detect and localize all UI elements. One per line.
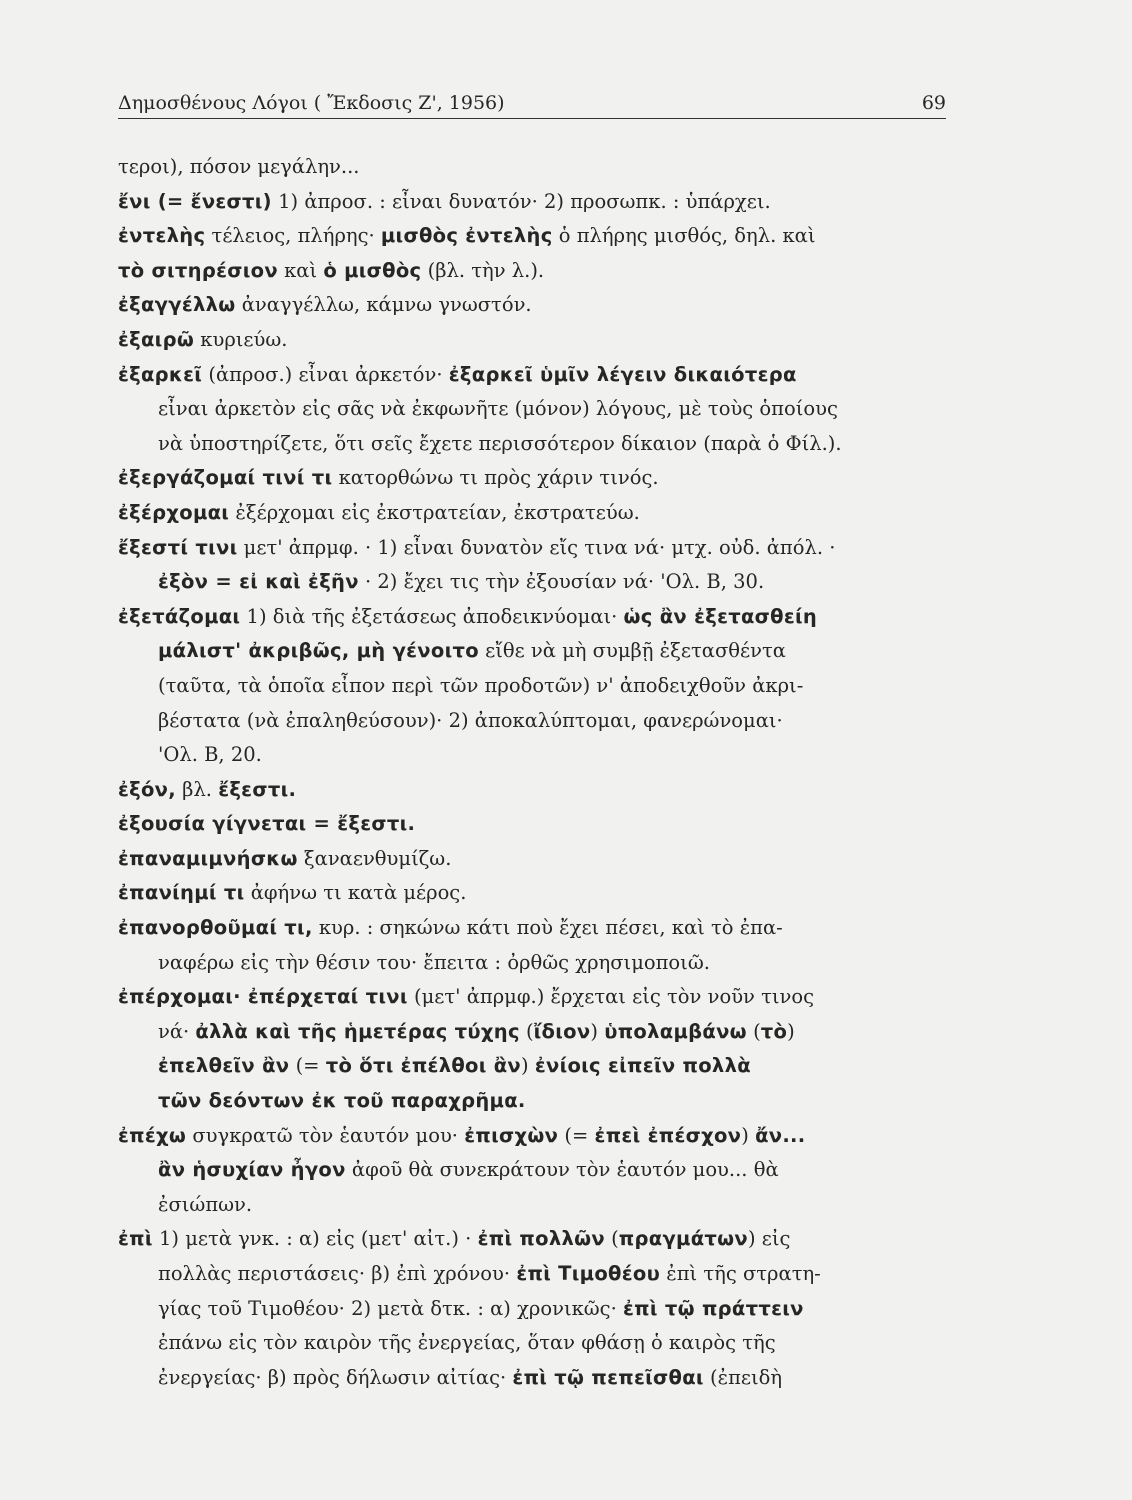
definition-text: ἐπὶ τῆς στρατη- (660, 1262, 821, 1285)
definition-text: ) εἰς (747, 1227, 791, 1251)
definition-text: ἐπάνω εἰς τὸν καιρὸν τῆς ἐνεργείας, ὅταν φθάσῃ ὁ καιρὸς τῆς (158, 1331, 776, 1355)
glossary-text (118, 150, 948, 1395)
entry-continuation-line (118, 565, 948, 600)
headword: ἐπὶ τῷ πεπεῖσθαι (512, 1365, 704, 1389)
headword: ἐξὸν = εἰ καὶ ἐξῆν (158, 570, 359, 594)
entry-continuation-line (118, 1257, 948, 1292)
headword: ἐξόν, (118, 777, 176, 801)
definition-text: τέλειος, πλήρης· (205, 224, 381, 248)
definition-text: ) (787, 1019, 795, 1043)
definition-text: νὰ ὑποστηρίζετε, ὅτι σεῖς ἔχετε περισσότερον δίκαιον (παρὰ ὁ Φίλ.). (158, 431, 842, 455)
entry-continuation-line (118, 704, 948, 739)
entry-line (118, 219, 948, 254)
headword: ἐπὶ Τιμοθέου (516, 1262, 661, 1285)
headword: ἐξαρκεῖ ὑμῖν λέγειν δικαιότερα (448, 362, 797, 386)
entry-line (118, 876, 948, 911)
headword: ὁ μισθὸς (323, 258, 422, 282)
definition-text: γίας τοῦ Τιμοθέου· 2) μετὰ δτκ. : α) χρονικῶς· (158, 1296, 623, 1320)
definition-text: βλ. (175, 777, 219, 801)
entry-continuation-line (118, 1015, 948, 1050)
definition-text: ( (746, 1019, 761, 1043)
headword: ἐξουσία γίγνεται = ἔξεστι. (118, 812, 416, 836)
entry-continuation-line (118, 946, 948, 981)
headword: ἔξεστι. (218, 777, 297, 801)
entry-line (118, 1119, 948, 1154)
definition-text: ἐξέρχομαι εἰς ἐκστρατείαν, ἐκστρατεύω. (229, 500, 640, 524)
headword: τὸ σιτηρέσιον (118, 258, 278, 282)
entry-continuation-line (118, 1361, 948, 1396)
entry-line (118, 842, 948, 877)
headword: ἐπεὶ ἐπέσχον (594, 1123, 742, 1147)
definition-text: κατορθώνω τι πρὸς χάριν τινός. (332, 466, 659, 490)
headword: ἐντελὴς (118, 224, 206, 248)
definition-text: (μετ' ἀπρμφ.) ἔρχεται εἰς τὸν νοῦν τινος (407, 985, 815, 1009)
definition-text: 1) ἀπροσ. : εἶναι δυνατόν· 2) προσωπκ. : ὑπάρχει. (271, 189, 771, 213)
definition-text: ὁ πλήρης μισθός, δηλ. καὶ (552, 224, 816, 248)
definition-text: ( (519, 1019, 534, 1043)
entry-line (118, 185, 948, 220)
definition-text: τεροι), πόσον μεγάλην... (118, 155, 360, 178)
headword: ἐξαγγέλλω (118, 293, 236, 317)
headword: τῶν δεόντων ἐκ τοῦ παραχρῆμα. (158, 1089, 526, 1113)
headword: ἐξαιρῶ (118, 327, 195, 351)
headword: ἂν ἡσυχίαν ἦγον (158, 1158, 346, 1182)
definition-text: 1) μετὰ γνκ. : α) εἰς (μετ' αἰτ.) · (152, 1227, 478, 1251)
definition-text: ) (741, 1123, 756, 1147)
definition-text: 1) διὰ τῆς ἐξετάσεως ἀποδεικνύομαι· (240, 604, 624, 628)
definition-text: (ἐπειδὴ (703, 1365, 783, 1389)
headword: ἐπελθεῖν ἂν (158, 1054, 290, 1078)
definition-text: κυριεύω. (194, 327, 288, 351)
headword: ἐπισχὼν (464, 1123, 559, 1147)
headword: ἐπανορθοῦμαί τι, (118, 916, 313, 940)
headword: πραγμάτων (618, 1227, 748, 1251)
entry-line (118, 807, 948, 842)
headword: μισθὸς ἐντελὴς (380, 224, 553, 248)
running-header (118, 88, 946, 119)
definition-text: εἴθε νὰ μὴ συμβῇ ἐξετασθέντα (478, 639, 786, 663)
headword: ἀλλὰ καὶ τῆς ἡμετέρας τύχης (195, 1019, 520, 1043)
entry-continuation-line (118, 1153, 948, 1188)
definition-text: · 2) ἔχει τις τὴν ἐξουσίαν νά· 'Ολ. Β, 30. (358, 570, 765, 594)
entry-line (118, 254, 948, 289)
entry-continuation-line (118, 1326, 948, 1361)
entry-line (118, 288, 948, 323)
headword: ἐπὶ τῷ πράττειν (623, 1296, 804, 1320)
headword: ἔνι (= ἔνεστι) (118, 189, 272, 213)
headword: ἴδιον (533, 1019, 591, 1043)
entry-line (118, 773, 948, 808)
headword: ἔξεστί τινι (118, 535, 238, 559)
entry-continuation-line (118, 669, 948, 704)
entry-line (118, 150, 948, 185)
definition-text: ναφέρω εἰς τὴν θέσιν του· ἔπειτα : ὀρθῶς χρησιμοποιῶ. (158, 950, 710, 974)
entry-continuation-line (118, 1292, 948, 1327)
headword: ἐπέχω (118, 1123, 187, 1147)
headword: ἐπέρχομαι· ἐπέρχεταί τινι (118, 985, 408, 1009)
definition-text: ἐσιώπων. (158, 1192, 253, 1216)
entry-line (118, 323, 948, 358)
headword: ἐξέρχομαι (118, 500, 230, 524)
entry-continuation-line (118, 1188, 948, 1223)
definition-text: νά· (158, 1019, 196, 1043)
entry-continuation-line (118, 1049, 948, 1084)
definition-text: (ἀπροσ.) εἶναι ἀρκετόν· (202, 362, 449, 386)
entry-line (118, 911, 948, 946)
entry-line (118, 600, 948, 635)
definition-text: ἀφοῦ θὰ συνεκράτουν τὸν ἑαυτόν μου... θὰ (345, 1158, 779, 1182)
entry-continuation-line (118, 392, 948, 427)
entry-continuation-line (118, 738, 948, 773)
definition-text: βέστατα (νὰ ἐπαληθεύσουν)· 2) ἀποκαλύπτομαι, φανερώνομαι· (158, 708, 783, 732)
definition-text: ἐνεργείας· β) πρὸς δήλωσιν αἰτίας· (158, 1365, 513, 1389)
headword: ὡς ἂν ἐξετασθείη (623, 604, 818, 628)
headword: ἐπὶ (118, 1227, 153, 1251)
headword: ἐνίοις εἰπεῖν πολλὰ (534, 1054, 751, 1078)
definition-text: 'Ολ. Β, 20. (158, 743, 262, 767)
headword: μάλιστ' ἀκριβῶς, μὴ γένοιτο (158, 639, 479, 663)
page-number: 69 (921, 92, 946, 114)
headword: ἐξετάζομαι (118, 604, 241, 628)
definition-text: εἶναι ἀρκετὸν εἰς σᾶς νὰ ἐκφωνῆτε (μόνον) λόγους, μὲ τοὺς ὁποίους (158, 397, 838, 421)
entry-line (118, 358, 948, 393)
definition-text: μετ' ἀπρμφ. · 1) εἶναι δυνατὸν εἴς τινα νά· μτχ. οὐδ. ἀπόλ. · (237, 535, 836, 559)
definition-text: (βλ. τὴν λ.). (421, 258, 545, 282)
definition-text: πολλὰς περιστάσεις· β) ἐπὶ χρόνου· (158, 1262, 517, 1285)
definition-text: κυρ. : σηκώνω κάτι ποὺ ἔχει πέσει, καὶ τὸ ἐπα- (312, 916, 783, 940)
headword: ὑπολαμβάνω (604, 1019, 747, 1043)
headword: ἐπὶ πολλῶν (477, 1227, 605, 1251)
headword: τὸ ὅτι ἐπέλθοι ἂν (325, 1054, 522, 1078)
headword: ἐπανίημί τι (118, 881, 245, 905)
definition-text: ξαναενθυμίζω. (297, 846, 452, 870)
entry-continuation-line (118, 1084, 948, 1119)
headword: ἐξεργάζομαί τινί τι (118, 466, 333, 490)
entry-line (118, 461, 948, 496)
entry-line (118, 1222, 948, 1257)
definition-text: ἀναγγέλλω, κάμνω γνωστόν. (235, 293, 532, 317)
entry-line (118, 980, 948, 1015)
definition-text: (= (289, 1054, 326, 1078)
headword: ἐπαναμιμνήσκω (118, 846, 298, 870)
entry-line (118, 531, 948, 566)
definition-text: (ταῦτα, τὰ ὁποῖα εἶπον περὶ τῶν προδοτῶν) ν' ἀποδειχθοῦν ἀκρι- (158, 673, 804, 697)
definition-text: καὶ (277, 258, 324, 282)
headword: τὸ (760, 1019, 788, 1043)
definition-text: ( (604, 1227, 619, 1251)
entry-continuation-line (118, 634, 948, 669)
entry-line (118, 496, 948, 531)
running-title: Δημοσθένους Λόγοι ( Ἔκδοσις Ζ', 1956) (118, 92, 505, 114)
definition-text: (= (558, 1123, 595, 1147)
headword: ἄν... (755, 1123, 806, 1147)
headword: ἐξαρκεῖ (118, 362, 203, 386)
entry-continuation-line (118, 427, 948, 462)
definition-text: ἀφήνω τι κατὰ μέρος. (244, 881, 467, 905)
definition-text: ) (590, 1019, 605, 1043)
definition-text: συγκρατῶ τὸν ἑαυτόν μου· (186, 1123, 465, 1147)
definition-text: ) (521, 1054, 535, 1078)
